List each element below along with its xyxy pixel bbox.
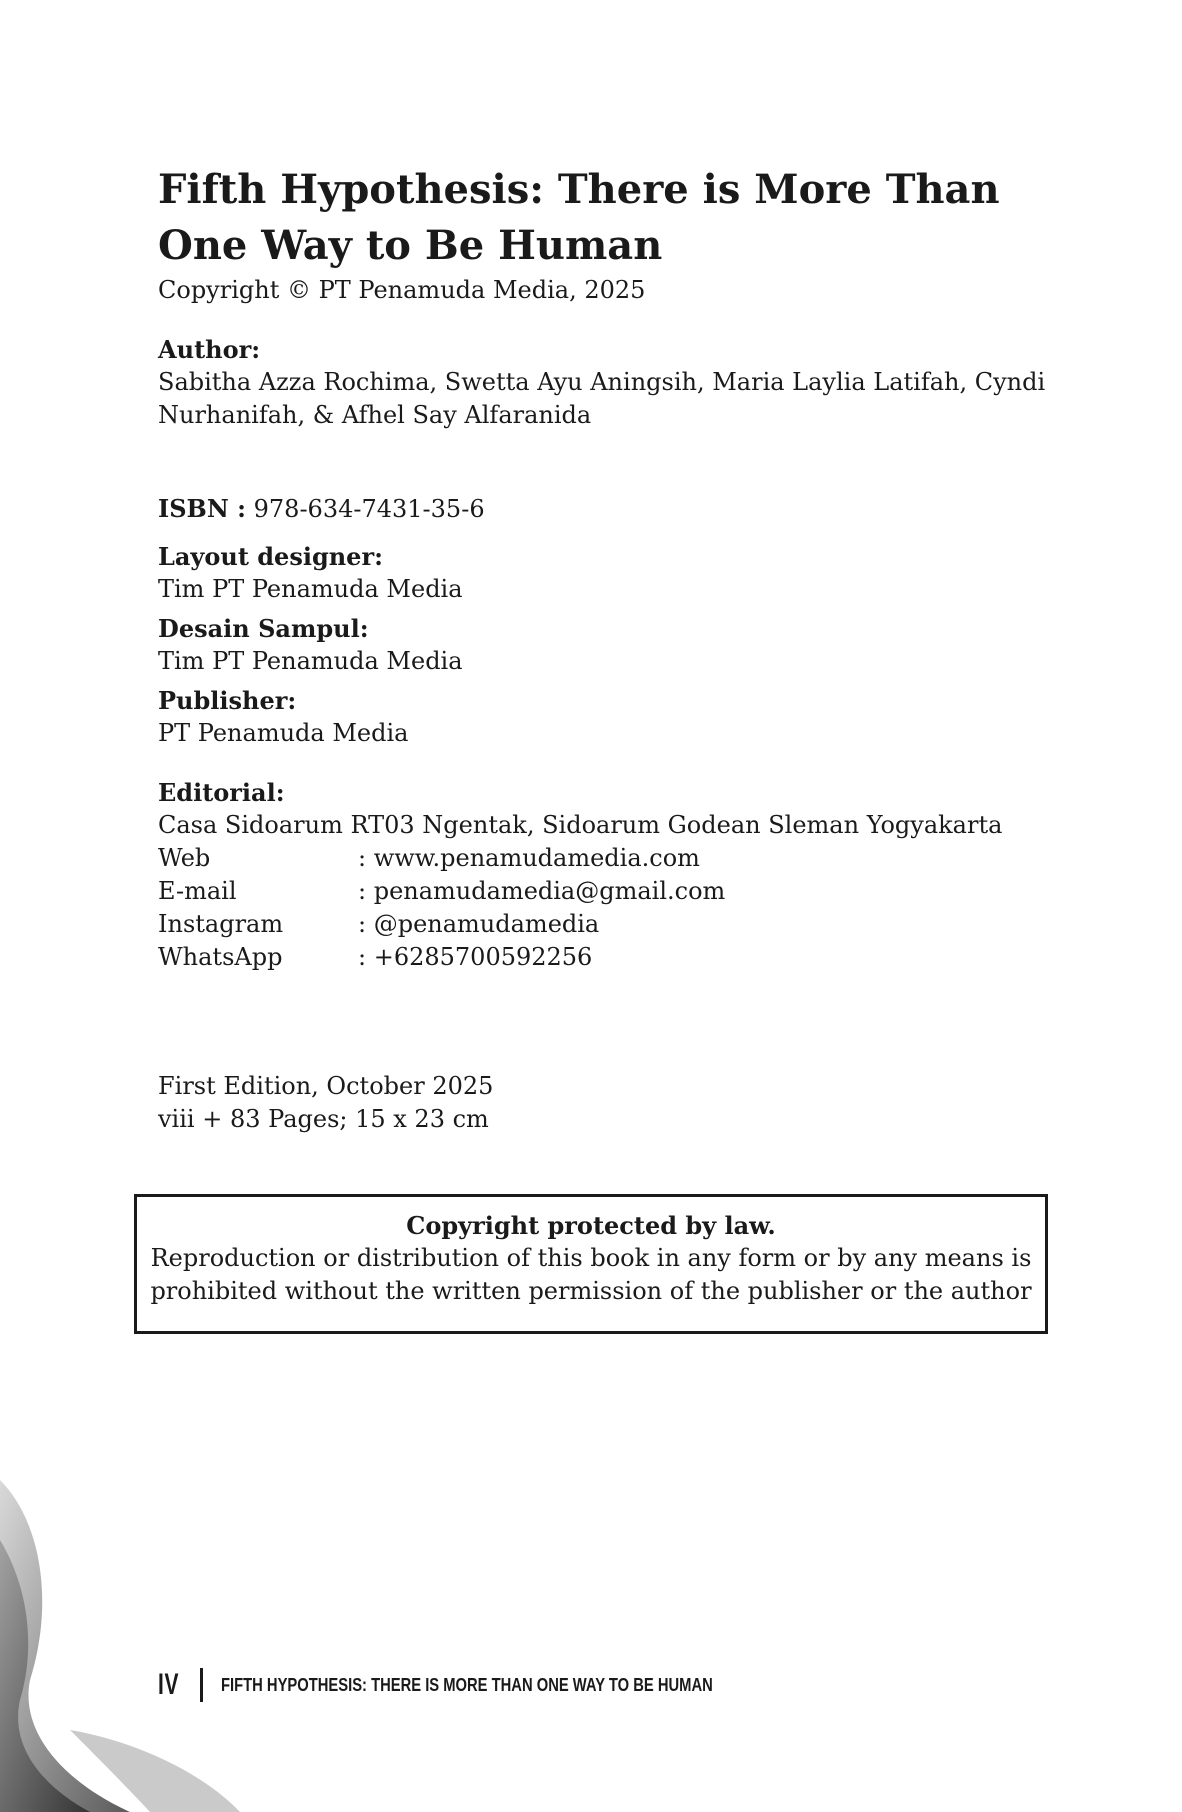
copyright-line: Copyright © PT Penamuda Media, 2025 [158, 276, 646, 304]
author-names-line-1: Sabitha Azza Rochima, Swetta Ayu Aningsih, Maria Laylia Latifah, Cyndi [158, 368, 1046, 396]
contact-value: : penamudamedia@gmail.com [358, 877, 726, 905]
contact-row-whatsapp [158, 941, 1058, 974]
publisher-value: PT Penamuda Media [158, 719, 409, 747]
contact-key: Web [158, 844, 211, 872]
notice-line-2: prohibited without the written permission of the publisher or the author [150, 1277, 1032, 1305]
isbn-label: ISBN : [158, 494, 246, 523]
book-title-line-2: One Way to Be Human [158, 222, 663, 269]
edition-line: First Edition, October 2025 [158, 1072, 494, 1100]
cover-design-value: Tim PT Penamuda Media [158, 647, 463, 675]
editorial-address: Casa Sidoarum RT03 Ngentak, Sidoarum Godean Sleman Yogyakarta [158, 811, 1003, 839]
contact-key: Instagram [158, 910, 284, 938]
contact-value: : www.penamudamedia.com [358, 844, 700, 872]
layout-designer-value: Tim PT Penamuda Media [158, 575, 463, 603]
contact-key: WhatsApp [158, 943, 283, 971]
editorial-label: Editorial: [158, 778, 285, 807]
decorative-swoosh [0, 1480, 260, 1812]
page-number: IV [158, 1668, 180, 1701]
contact-row-web [158, 842, 1058, 875]
author-label: Author: [158, 335, 261, 364]
publisher-label: Publisher: [158, 686, 297, 715]
book-title-line-1: Fifth Hypothesis: There is More Than [158, 166, 1000, 213]
footer-divider [200, 1668, 203, 1702]
layout-designer-label: Layout designer: [158, 542, 383, 571]
pages-size-line: viii + 83 Pages; 15 x 23 cm [158, 1105, 489, 1133]
cover-design-label: Desain Sampul: [158, 614, 369, 643]
contact-row-instagram [158, 908, 1058, 941]
isbn-line [158, 492, 1058, 526]
contact-value: : +6285700592256 [358, 943, 593, 971]
colophon [158, 162, 1058, 1136]
contact-row-email [158, 875, 1058, 908]
isbn-value: 978-634-7431-35-6 [253, 495, 485, 523]
contact-key: E-mail [158, 877, 237, 905]
contact-value: : @penamudamedia [358, 910, 600, 938]
notice-heading: Copyright protected by law. [406, 1211, 776, 1240]
author-names-line-2: Nurhanifah, & Afhel Say Alfaranida [158, 401, 592, 429]
notice-line-1: Reproduction or distribution of this book in any form or by any means is [150, 1244, 1032, 1272]
page-footer [158, 1668, 821, 1702]
copyright-notice-box [134, 1194, 1048, 1334]
running-title: FIFTH HYPOTHESIS: THERE IS MORE THAN ONE WAY TO BE HUMAN [221, 1674, 713, 1695]
